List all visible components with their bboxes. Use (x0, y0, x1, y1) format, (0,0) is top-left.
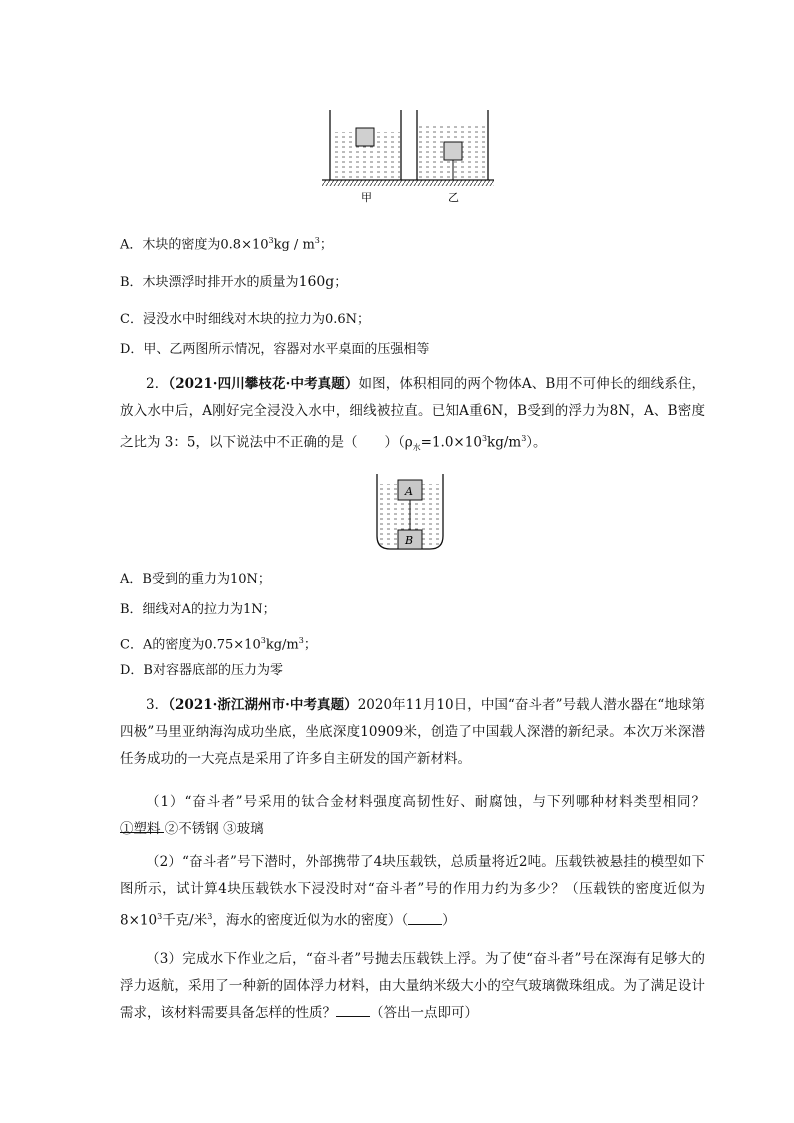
q2-stem (120, 371, 705, 461)
q3-part-1-choices: ①塑料 ②不锈钢 ③玻璃 (120, 821, 264, 837)
q3-intro: 2020年11月10日，中国“奋斗者”号载人潜水器在“地球第四极”马里亚纳海沟成功坐底，坐底深度10909米，创造了中国载人深潜的新纪录。本次万米深潜任务成功的一大亮点是采用了许多自主研发的国产新材料。 (120, 697, 706, 767)
q2-option-c-unit: kg/m (265, 637, 299, 653)
q1-option-a-post: ； (319, 237, 333, 253)
q1-option-d: D．甲、乙两图所示情况，容器对水平桌面的压强相等 (120, 342, 430, 357)
q3-part-3-blank[interactable] (336, 1004, 370, 1017)
q1-option-a-unit-exp: 3 (314, 236, 320, 245)
q3-part-2-unit: 千克/米 (162, 912, 208, 929)
object-a-label: A (405, 485, 413, 498)
q2-source: （2021·四川攀枝花·中考真题） (168, 376, 359, 392)
q3-part-2-blank[interactable] (408, 912, 442, 925)
figure-beaker-a-b (372, 472, 448, 554)
q3-part-2 (120, 849, 705, 935)
q2-exp: 3 (481, 434, 488, 443)
q1-option-a-exp: 3 (268, 236, 274, 245)
label-yi: 乙 (448, 191, 459, 204)
q3-part-2-close: ） (442, 912, 456, 929)
wood-block-yi (444, 142, 462, 160)
q1-option-b-text: B．木块漂浮时排开水的质量为 (120, 275, 299, 290)
q2-option-c-text: C．A的密度为0.75×10 (120, 637, 261, 653)
q1-option-b (120, 273, 347, 292)
q3-part-3 (120, 946, 705, 1027)
q3-part-3-text: （3）完成水下作业之后，“奋斗者”号抛去压载铁上浮。为了使“奋斗者”号在深海有足够大的浮力返航，采用了一种新的固体浮力材料，由大量纳米级大小的空气玻璃微珠组成。为了满足设计需求，该材料需要具备怎样的性质？ (120, 951, 705, 1021)
q1-option-b-value: 160g (298, 274, 335, 290)
q1-option-a (120, 232, 333, 254)
q2-option-c-exp-2: 3 (298, 636, 304, 645)
q2-rho-sub: 水 (412, 443, 421, 453)
q2-text: 如图，体积相同的两个物体A、B用不可伸长的细线系住，放入水中后，A刚好完全浸没入水中，细线被拉直。已知A重6N，B受到的浮力为8N，A、B密度之比为 3：5，以下说法中不正确的是（ ）（ρ (120, 376, 705, 451)
q3-part-2-exp: 3 (157, 912, 163, 921)
q2-option-c-post: ； (303, 637, 317, 653)
figure-containers-jia-yi (320, 105, 500, 205)
q3-part-3-post: （答出一点即可） (370, 1005, 478, 1021)
q3-part-2-text: （2）“奋斗者”号下潜时，外部携带了4块压载铁，总质量将近2吨。压载铁被悬挂的模型如下图所示，试计算4块压载铁水下浸没时对“奋斗者”号的作用力约为多少？（压载铁的密度近似为8×10 (120, 854, 705, 929)
q2-option-c-exp: 3 (260, 636, 266, 645)
q2-exp-2: 3 (521, 434, 527, 443)
q2-number: 2． (146, 376, 169, 392)
q3-part-2-exp-2: 3 (207, 912, 213, 921)
q1-option-a-value: 0.8×10 (220, 237, 269, 253)
q3-source: （2021·浙江湖州市·中考真题） (168, 697, 358, 713)
q1-option-a-unit: kg / m (273, 237, 315, 253)
q2-option-a: A．B受到的重力为10N； (120, 572, 271, 587)
q2-text-3: kg/m (487, 434, 522, 451)
q3-number: 3． (146, 697, 169, 713)
wood-block-jia (356, 128, 374, 146)
q2-text-4: ）。 (526, 434, 547, 451)
q2-option-d: D．B对容器底部的压力为零 (120, 663, 283, 678)
q1-option-a-text: A．木块的密度为 (120, 237, 221, 253)
q3-part-1-text: （1）“奋斗者”号采用的钛合金材料强度高韧性好、耐腐蚀，与下列哪种材料类型相同？ (146, 794, 705, 810)
q1-option-b-post: ； (334, 275, 348, 290)
q3-stem (120, 692, 705, 773)
q2-text-2: =1.0×10 (420, 434, 482, 451)
label-jia: 甲 (361, 191, 372, 204)
q1-option-c: C．浸没水中时细线对木块的拉力为0.6N； (120, 312, 370, 327)
object-b-label: B (405, 534, 414, 547)
q2-option-c (120, 632, 317, 654)
q3-part-2-post: ，海水的密度近似为水的密度）（ (212, 912, 409, 929)
q2-option-b: B．细线对A的拉力为1N； (120, 602, 276, 617)
